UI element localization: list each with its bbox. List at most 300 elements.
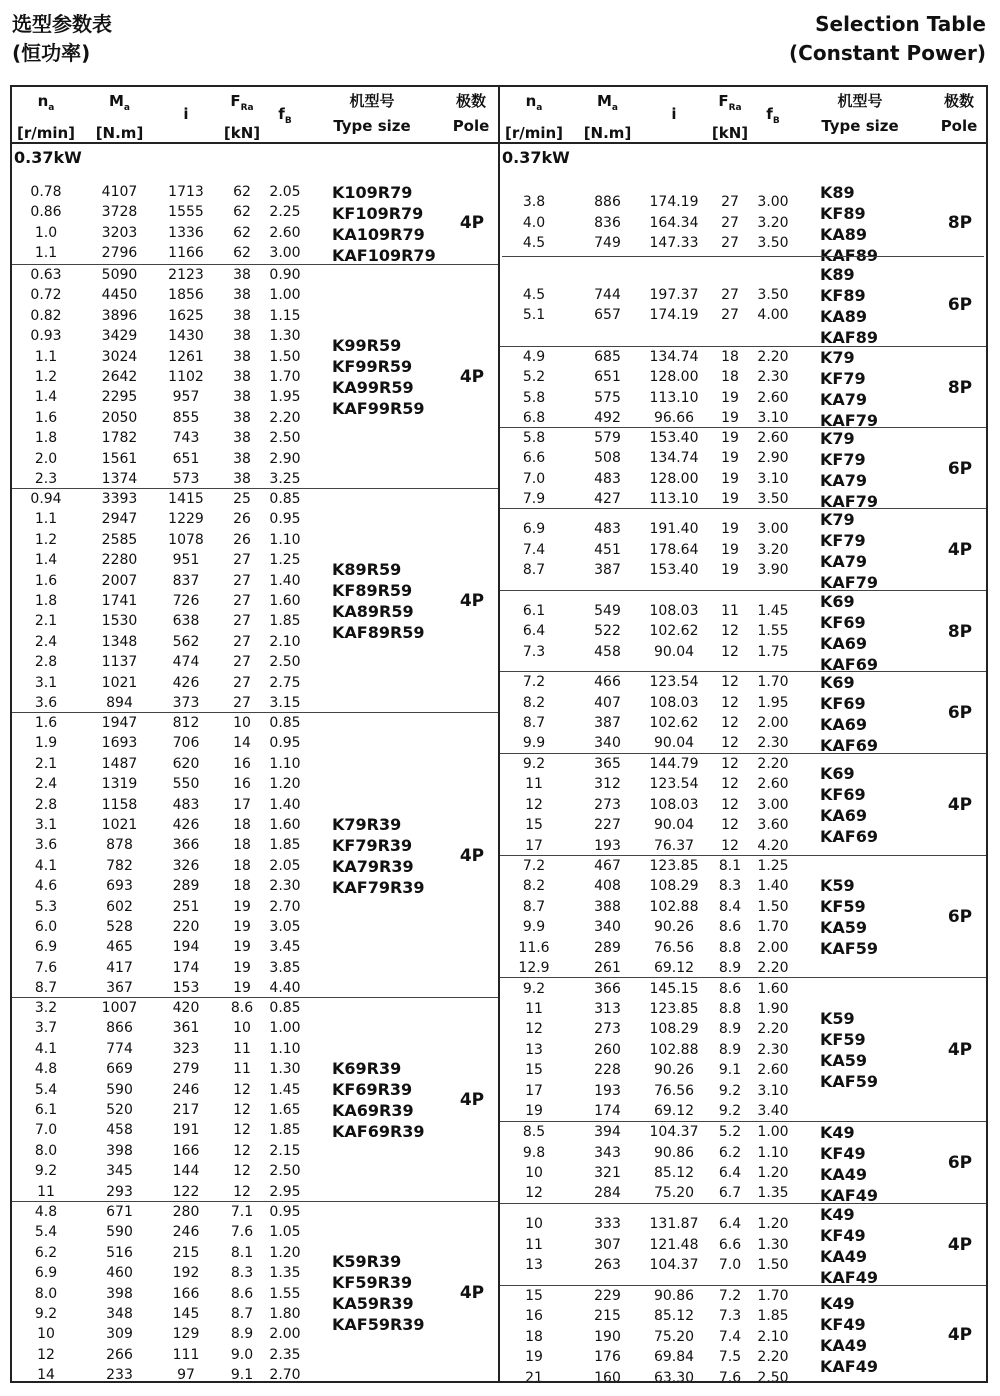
right-table-row xyxy=(500,774,986,794)
right-cell-torque: 160 xyxy=(594,1369,621,1383)
right-cell-ratio: 128.00 xyxy=(649,369,699,386)
right-cell-speed: 16 xyxy=(525,1308,543,1325)
right-cell-speed: 7.0 xyxy=(522,470,546,487)
right-table-row xyxy=(500,1235,986,1255)
right-cell-torque: 229 xyxy=(594,1288,621,1304)
left-cell-speed: 1.4 xyxy=(34,552,58,569)
right-type-size: KA89 xyxy=(820,225,868,244)
right-pole: 8P xyxy=(947,377,973,398)
right-cell-service-factor: 2.30 xyxy=(757,1041,789,1058)
left-cell-torque: 2585 xyxy=(101,531,138,548)
cn-subtitle: (恒功率) xyxy=(12,41,91,65)
left-col-ma-line xyxy=(82,89,157,121)
left-table-row xyxy=(12,652,498,672)
left-cell-speed: 5.4 xyxy=(34,1224,58,1241)
left-col-fra-text: F xyxy=(230,92,241,110)
left-cell-ratio: 111 xyxy=(172,1346,200,1363)
right-cell-ratio: 90.86 xyxy=(653,1288,695,1304)
right-cell-service-factor: 2.30 xyxy=(757,735,789,752)
left-cell-service-factor: 4.40 xyxy=(269,980,301,997)
left-cell-torque: 417 xyxy=(106,959,133,976)
right-cell-speed: 9.2 xyxy=(522,756,546,772)
right-type-size: KAF59 xyxy=(820,939,878,958)
left-table-row xyxy=(12,1222,498,1242)
right-col-pole-text: 极数 xyxy=(943,92,974,110)
left-cell-service-factor: 0.90 xyxy=(269,267,301,283)
right-type-size: K59 xyxy=(820,1009,855,1028)
left-cell-torque: 3393 xyxy=(101,491,138,507)
right-cell-ratio: 108.29 xyxy=(649,878,699,895)
left-col-pole-text: Pole xyxy=(452,117,490,135)
left-table-row xyxy=(12,428,498,448)
right-type-size: KA59 xyxy=(820,1051,868,1070)
left-col-ma-sub: a xyxy=(123,103,130,113)
left-table-row xyxy=(12,1182,498,1202)
left-table-row xyxy=(12,265,498,285)
right-cell-radial-load: 27 xyxy=(721,286,739,303)
left-cell-torque: 2280 xyxy=(101,552,138,569)
left-cell-speed: 0.82 xyxy=(30,307,62,324)
left-cell-service-factor: 1.60 xyxy=(269,817,301,833)
right-cell-torque: 549 xyxy=(594,602,621,619)
right-cell-speed: 9.9 xyxy=(522,735,546,752)
left-cell-ratio: 97 xyxy=(177,1367,195,1383)
left-cell-service-factor: 1.00 xyxy=(269,1020,301,1037)
left-cell-ratio: 420 xyxy=(172,1000,200,1016)
left-cell-ratio: 1229 xyxy=(168,511,204,528)
right-cell-speed: 6.9 xyxy=(522,521,546,538)
left-group xyxy=(12,1201,498,1383)
left-cell-ratio: 166 xyxy=(172,1285,200,1302)
left-cell-speed: 1.1 xyxy=(34,348,58,365)
left-col-type-text: Type size xyxy=(333,117,411,135)
left-cell-speed: 0.94 xyxy=(30,491,62,507)
left-cell-speed: 6.9 xyxy=(34,939,58,956)
right-type-sizes xyxy=(820,1008,878,1092)
right-cell-radial-load: 12 xyxy=(721,715,739,731)
right-cell-ratio: 90.26 xyxy=(653,1062,695,1079)
left-cell-torque: 348 xyxy=(106,1306,133,1322)
left-cell-ratio: 1102 xyxy=(168,369,204,385)
left-cell-torque: 520 xyxy=(106,1102,133,1118)
right-table-row xyxy=(500,1286,986,1306)
left-cell-ratio: 1430 xyxy=(168,328,204,345)
left-cell-ratio: 1713 xyxy=(168,184,204,200)
left-type-sizes xyxy=(332,814,425,898)
left-cell-ratio: 1415 xyxy=(168,491,204,507)
right-cell-speed: 11.6 xyxy=(518,939,550,956)
right-table xyxy=(500,85,988,1383)
right-cell-torque: 340 xyxy=(594,735,621,752)
right-cell-radial-load: 8.9 xyxy=(718,1041,742,1058)
right-type-size: KF69 xyxy=(820,785,866,804)
right-cell-speed: 12.9 xyxy=(518,960,550,976)
right-cell-ratio: 113.10 xyxy=(649,491,699,508)
left-cell-speed: 3.1 xyxy=(34,674,58,691)
right-cell-torque: 657 xyxy=(594,307,621,323)
left-table-row xyxy=(12,632,498,652)
right-cell-ratio: 76.37 xyxy=(653,837,695,854)
right-cell-service-factor: 1.45 xyxy=(757,602,789,619)
left-pole: 4P xyxy=(459,1090,485,1110)
right-cell-radial-load: 12 xyxy=(721,756,739,772)
left-type-size: KF99R59 xyxy=(332,357,413,376)
left-type-size: KA109R79 xyxy=(332,225,425,244)
right-col-ma-text: [N.m] xyxy=(583,124,632,142)
left-cell-speed: 14 xyxy=(37,1367,55,1383)
right-cell-speed: 12 xyxy=(525,1185,543,1202)
left-group xyxy=(12,997,498,1202)
right-cell-ratio: 69.12 xyxy=(653,1103,695,1119)
right-type-size: KF69 xyxy=(820,613,866,632)
right-cell-torque: 579 xyxy=(594,430,621,446)
right-cell-speed: 11 xyxy=(525,1236,543,1253)
right-group xyxy=(500,508,986,591)
left-cell-radial-load: 10 xyxy=(233,715,251,731)
left-cell-speed: 0.72 xyxy=(30,287,62,304)
left-cell-ratio: 951 xyxy=(172,552,200,569)
left-cell-ratio: 1625 xyxy=(168,307,204,324)
right-cell-speed: 5.8 xyxy=(522,430,546,446)
right-cell-ratio: 134.74 xyxy=(649,349,699,365)
left-cell-ratio: 638 xyxy=(172,613,200,630)
right-type-sizes xyxy=(820,875,878,959)
left-table-row xyxy=(12,1304,498,1324)
left-table-row xyxy=(12,509,498,529)
left-table-row xyxy=(12,1365,498,1383)
right-group xyxy=(500,753,986,856)
left-cell-service-factor: 2.30 xyxy=(269,878,301,895)
right-cell-service-factor: 2.50 xyxy=(757,1369,789,1383)
right-cell-radial-load: 7.0 xyxy=(718,1257,742,1274)
right-col-type-text: 机型号 xyxy=(837,92,883,110)
right-cell-ratio: 102.62 xyxy=(649,715,699,731)
left-cell-ratio: 145 xyxy=(172,1306,200,1322)
right-col-fra-line xyxy=(705,121,755,146)
right-cell-ratio: 102.88 xyxy=(649,898,699,915)
left-cell-radial-load: 27 xyxy=(233,695,251,711)
right-table-row xyxy=(500,213,986,233)
left-column-header xyxy=(12,87,498,144)
right-cell-ratio: 131.87 xyxy=(649,1216,699,1233)
left-cell-torque: 590 xyxy=(106,1224,133,1241)
right-table-row xyxy=(500,285,986,305)
left-cell-ratio: 1078 xyxy=(168,531,204,548)
left-cell-service-factor: 2.90 xyxy=(269,450,301,467)
right-table-row xyxy=(500,876,986,896)
right-cell-radial-load: 12 xyxy=(721,735,739,752)
right-table-row xyxy=(500,733,986,753)
left-cell-speed: 3.6 xyxy=(34,837,58,854)
left-table-row xyxy=(12,1284,498,1304)
left-cell-service-factor: 0.85 xyxy=(269,715,301,731)
left-cell-radial-load: 18 xyxy=(233,817,251,833)
right-type-size: KF49 xyxy=(820,1315,866,1334)
left-cell-torque: 671 xyxy=(106,1204,133,1220)
right-type-size: K49 xyxy=(820,1123,855,1142)
left-cell-torque: 782 xyxy=(106,857,133,874)
right-cell-radial-load: 12 xyxy=(721,623,739,640)
left-cell-radial-load: 18 xyxy=(233,878,251,895)
left-cell-speed: 7.0 xyxy=(34,1122,58,1139)
right-cell-service-factor: 1.70 xyxy=(757,1288,789,1304)
left-cell-radial-load: 27 xyxy=(233,552,251,569)
left-cell-radial-load: 19 xyxy=(233,980,251,997)
right-type-size: KF89 xyxy=(820,286,866,305)
left-cell-service-factor: 2.05 xyxy=(269,184,301,200)
right-type-size: K69 xyxy=(820,764,855,783)
left-cell-torque: 367 xyxy=(106,980,133,997)
left-cell-service-factor: 1.40 xyxy=(269,572,301,589)
left-col-fb-sub: B xyxy=(284,116,292,126)
right-cell-service-factor: 3.50 xyxy=(757,286,789,303)
left-cell-torque: 1319 xyxy=(101,776,138,793)
right-cell-ratio: 123.85 xyxy=(649,1001,699,1017)
right-cell-radial-load: 8.8 xyxy=(718,1001,742,1017)
right-cell-service-factor: 3.00 xyxy=(757,796,789,813)
right-cell-radial-load: 12 xyxy=(721,643,739,660)
left-cell-speed: 3.7 xyxy=(34,1020,58,1037)
right-col-type-text: Type size xyxy=(821,117,899,135)
left-cell-radial-load: 11 xyxy=(233,1040,251,1057)
right-type-size: K59 xyxy=(820,876,855,895)
right-col-i-line xyxy=(643,87,705,142)
right-table-row xyxy=(500,856,986,876)
right-cell-radial-load: 9.2 xyxy=(718,1082,742,1099)
right-table-row xyxy=(500,1040,986,1060)
right-pole: 6P xyxy=(947,703,973,723)
right-cell-speed: 8.2 xyxy=(522,694,546,711)
left-cell-torque: 602 xyxy=(106,898,133,915)
right-type-sizes xyxy=(820,763,878,847)
left-cell-radial-load: 27 xyxy=(233,654,251,671)
left-cell-service-factor: 2.70 xyxy=(269,898,301,915)
left-cell-service-factor: 2.50 xyxy=(269,654,301,671)
left-table xyxy=(10,85,500,1383)
right-col-fb-text: f xyxy=(766,105,773,123)
right-col-na-text: [r/min] xyxy=(504,124,564,142)
left-cell-torque: 4450 xyxy=(101,287,138,304)
right-cell-ratio: 174.19 xyxy=(649,307,699,323)
left-cell-service-factor: 1.35 xyxy=(269,1265,301,1282)
right-cell-speed: 15 xyxy=(525,1288,543,1304)
left-cell-speed: 8.0 xyxy=(34,1142,58,1159)
right-pole: 4P xyxy=(947,1325,973,1345)
right-table-row xyxy=(500,408,986,428)
left-cell-radial-load: 38 xyxy=(233,287,251,304)
right-cell-torque: 366 xyxy=(594,980,621,997)
right-cell-torque: 387 xyxy=(594,715,621,731)
left-cell-speed: 0.93 xyxy=(30,328,62,345)
right-cell-radial-load: 8.6 xyxy=(718,919,742,936)
left-type-size: KAF99R59 xyxy=(332,399,425,418)
right-cell-service-factor: 2.20 xyxy=(757,1021,789,1038)
left-col-na-text: n xyxy=(37,92,49,110)
left-cell-speed: 5.4 xyxy=(34,1081,58,1098)
left-cell-radial-load: 8.6 xyxy=(230,1285,254,1302)
left-pole: 4P xyxy=(459,367,485,387)
left-cell-radial-load: 62 xyxy=(233,204,251,221)
left-table-row xyxy=(12,306,498,326)
left-type-sizes xyxy=(332,559,425,643)
left-col-fra-line xyxy=(217,121,267,146)
right-table-row xyxy=(500,428,986,448)
left-col-na-text: [r/min] xyxy=(16,124,76,142)
right-cell-radial-load: 6.2 xyxy=(718,1144,742,1161)
left-cell-radial-load: 18 xyxy=(233,837,251,854)
left-cell-service-factor: 1.30 xyxy=(269,1061,301,1078)
right-table-row xyxy=(500,560,986,580)
right-cell-torque: 408 xyxy=(594,878,621,895)
left-cell-speed: 1.1 xyxy=(34,245,58,262)
right-cell-radial-load: 27 xyxy=(721,235,739,252)
right-cell-service-factor: 2.00 xyxy=(757,939,789,956)
right-col-ma-line xyxy=(570,89,645,121)
right-cell-ratio: 90.04 xyxy=(653,643,695,660)
right-col-type xyxy=(805,89,915,139)
left-cell-radial-load: 9.0 xyxy=(230,1346,254,1363)
right-table-row xyxy=(500,1255,986,1275)
right-cell-torque: 321 xyxy=(594,1165,621,1181)
right-group xyxy=(500,427,986,509)
left-cell-torque: 398 xyxy=(106,1285,133,1302)
right-cell-service-factor: 2.20 xyxy=(757,756,789,772)
left-cell-speed: 1.8 xyxy=(34,593,58,609)
left-cell-ratio: 251 xyxy=(172,898,200,915)
right-col-fra-text: F xyxy=(718,92,729,110)
right-cell-service-factor: 1.95 xyxy=(757,694,789,711)
left-cell-torque: 590 xyxy=(106,1081,133,1098)
right-cell-radial-load: 12 xyxy=(721,817,739,834)
right-cell-speed: 15 xyxy=(525,817,543,834)
right-cell-ratio: 153.40 xyxy=(649,430,699,446)
left-col-na-line xyxy=(12,121,80,146)
left-table-row xyxy=(12,326,498,346)
right-type-size: KA69 xyxy=(820,806,868,825)
left-cell-service-factor: 1.10 xyxy=(269,531,301,548)
left-cell-speed: 2.4 xyxy=(34,633,58,650)
right-pole: 4P xyxy=(947,795,973,815)
left-type-size: KF89R59 xyxy=(332,581,413,600)
left-table-row xyxy=(12,347,498,367)
right-type-sizes xyxy=(820,1204,878,1288)
right-type-size: K79 xyxy=(820,510,855,529)
right-table-row xyxy=(500,958,986,978)
right-cell-torque: 176 xyxy=(594,1349,621,1366)
left-cell-speed: 2.4 xyxy=(34,776,58,793)
right-cell-radial-load: 18 xyxy=(721,349,739,365)
left-cell-radial-load: 38 xyxy=(233,471,251,487)
left-cell-service-factor: 0.85 xyxy=(269,1000,301,1016)
right-cell-ratio: 75.20 xyxy=(653,1185,695,1202)
right-cell-radial-load: 8.4 xyxy=(718,898,742,915)
left-type-size: KA79R39 xyxy=(332,856,414,876)
right-cell-service-factor: 1.20 xyxy=(757,1216,789,1233)
right-cell-ratio: 85.12 xyxy=(653,1308,695,1325)
left-cell-radial-load: 38 xyxy=(233,409,251,426)
right-cell-speed: 6.4 xyxy=(522,623,546,640)
right-cell-speed: 9.8 xyxy=(522,1144,546,1161)
left-cell-service-factor: 3.45 xyxy=(269,939,301,956)
left-col-fb xyxy=(263,87,307,149)
right-cell-torque: 483 xyxy=(594,521,621,538)
left-cell-service-factor: 1.15 xyxy=(269,307,301,324)
right-table-row xyxy=(500,540,986,560)
left-cell-radial-load: 19 xyxy=(233,898,251,915)
right-cell-ratio: 197.37 xyxy=(649,286,699,303)
right-cell-ratio: 76.56 xyxy=(653,1082,695,1099)
left-type-size: KAF59R39 xyxy=(332,1315,425,1334)
right-cell-ratio: 69.12 xyxy=(653,960,695,976)
right-table-row xyxy=(500,347,986,367)
right-cell-torque: 651 xyxy=(594,369,621,386)
left-cell-radial-load: 38 xyxy=(233,430,251,447)
right-cell-radial-load: 6.7 xyxy=(718,1185,742,1202)
right-pole: 8P xyxy=(947,621,973,642)
left-cell-radial-load: 38 xyxy=(233,267,251,283)
right-cell-speed: 4.9 xyxy=(522,349,546,365)
left-table-row xyxy=(12,774,498,794)
left-table-row xyxy=(12,937,498,957)
right-cell-torque: 365 xyxy=(594,756,621,772)
left-pole: 4P xyxy=(459,1283,485,1303)
right-cell-ratio: 128.00 xyxy=(649,470,699,487)
right-cell-speed: 5.2 xyxy=(522,369,546,386)
left-cell-speed: 6.2 xyxy=(34,1244,58,1261)
left-table-row xyxy=(12,530,498,550)
right-table-row xyxy=(500,621,986,641)
left-table-row xyxy=(12,1345,498,1365)
right-cell-torque: 575 xyxy=(594,389,621,406)
left-cell-ratio: 2123 xyxy=(168,267,204,283)
left-cell-ratio: 706 xyxy=(172,735,200,752)
right-cell-ratio: 63.30 xyxy=(653,1369,695,1383)
right-col-ma-sub: a xyxy=(611,103,618,113)
left-cell-service-factor: 2.95 xyxy=(269,1183,301,1200)
left-cell-speed: 1.2 xyxy=(34,369,58,385)
left-cell-speed: 2.8 xyxy=(34,654,58,671)
right-cell-speed: 12 xyxy=(525,1021,543,1038)
left-cell-radial-load: 10 xyxy=(233,1020,251,1037)
right-table-row xyxy=(500,1368,986,1383)
right-cell-torque: 340 xyxy=(594,919,621,936)
right-col-fra-line xyxy=(705,89,755,121)
right-col-pole-line xyxy=(930,89,988,114)
right-table-row xyxy=(500,917,986,937)
right-table-row xyxy=(500,1183,986,1203)
right-type-sizes xyxy=(820,591,878,675)
left-type-sizes xyxy=(332,335,425,419)
left-cell-service-factor: 1.65 xyxy=(269,1102,301,1118)
left-pole: 4P xyxy=(459,591,485,611)
right-col-fra-sub: Ra xyxy=(728,103,742,113)
left-cell-torque: 2947 xyxy=(101,511,138,528)
right-cell-ratio: 102.88 xyxy=(649,1041,699,1058)
left-cell-speed: 0.86 xyxy=(30,204,62,221)
left-cell-ratio: 957 xyxy=(172,389,200,406)
left-cell-radial-load: 8.3 xyxy=(230,1265,254,1282)
right-group xyxy=(500,590,986,672)
left-cell-radial-load: 11 xyxy=(233,1061,251,1078)
left-cell-speed: 2.1 xyxy=(34,755,58,772)
right-cell-service-factor: 3.00 xyxy=(757,194,789,211)
left-cell-ratio: 361 xyxy=(172,1020,200,1037)
left-col-i-text: i xyxy=(183,105,189,123)
left-type-size: K59R39 xyxy=(332,1252,402,1271)
right-type-size: K89 xyxy=(820,183,855,202)
right-cell-speed: 12 xyxy=(525,796,543,813)
left-cell-torque: 1137 xyxy=(101,654,138,671)
